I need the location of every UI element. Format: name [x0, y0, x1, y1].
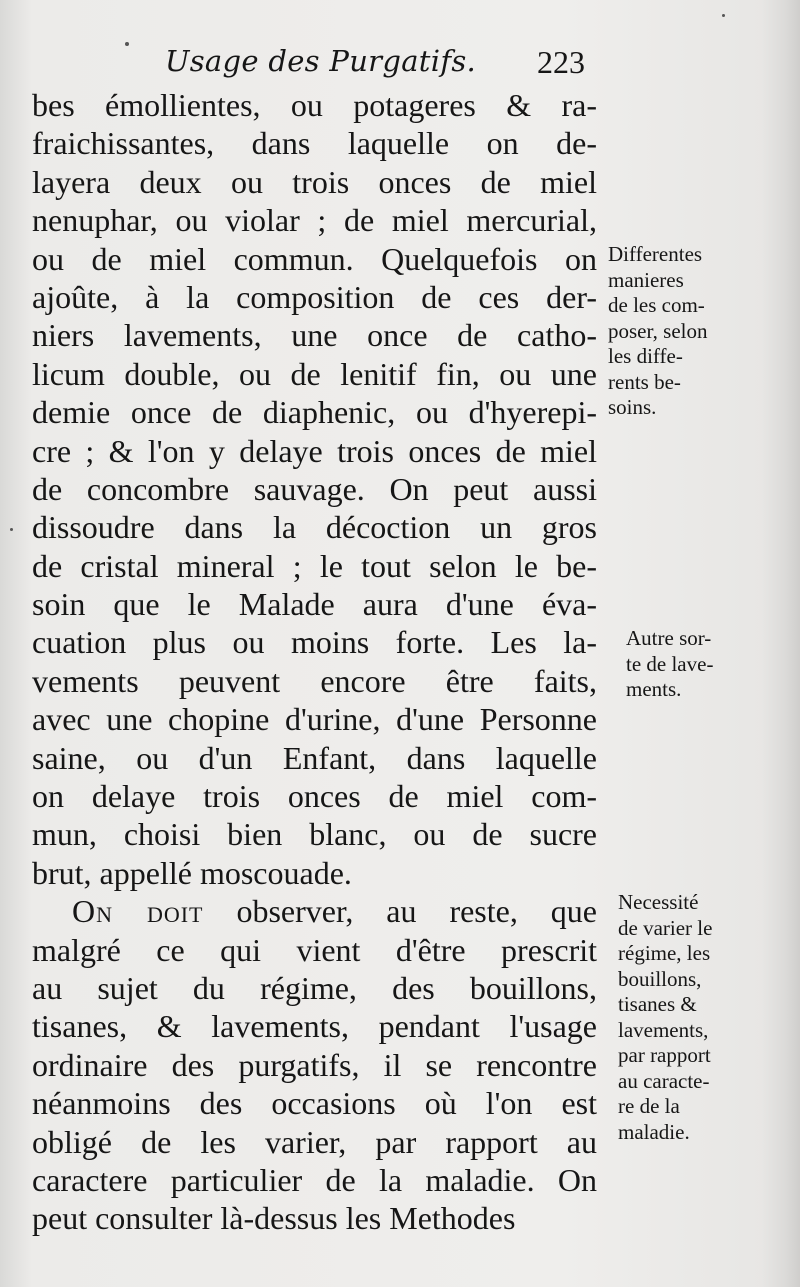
- margin-note-line: Autre sor-: [626, 626, 712, 650]
- text-line: ou de miel commun. Quelquefois on: [32, 240, 597, 277]
- margin-note-line: rents be-: [608, 369, 681, 394]
- margin-note-line: au caracte-: [618, 1068, 710, 1093]
- text-line: avec une chopine d'urine, d'une Personne: [32, 701, 597, 738]
- text-line: mun, choisi bien blanc, ou de sucre: [32, 816, 597, 853]
- margin-note-line: bouillons,: [618, 966, 702, 991]
- margin-note-compositions: [608, 242, 768, 421]
- text-line: fraichissantes, dans laquelle on de-: [32, 125, 597, 162]
- text-line: brut, appellé moscouade.: [32, 854, 352, 891]
- text-line: caractere particulier de la maladie. On: [32, 1161, 597, 1198]
- text-line: layera deux ou trois onces de miel: [32, 163, 597, 200]
- paper-speck: [722, 14, 725, 17]
- text-line: obligé de les varier, par rapport au: [32, 1123, 597, 1160]
- page-number: 223: [537, 44, 585, 80]
- margin-note-line: te de lave-: [626, 651, 714, 676]
- text-line: ordinaire des purgatifs, il se rencontre: [32, 1046, 597, 1083]
- margin-note-line: soins.: [608, 395, 657, 419]
- running-title: Usage des Purgatifs.: [165, 44, 477, 78]
- margin-note-line: maladie.: [618, 1119, 690, 1144]
- margin-note-line: ments.: [626, 677, 682, 701]
- text-line: demie once de diaphenic, ou d'hyerepi-: [32, 394, 597, 431]
- text-line: bes émollientes, ou potageres & ra-: [32, 87, 597, 123]
- text-line: soin que le Malade aura d'une éva-: [32, 586, 597, 623]
- small-caps-opening: On doit: [72, 893, 204, 930]
- margin-note-line: re de la: [618, 1094, 680, 1118]
- main-text-column: [32, 86, 597, 1238]
- text-line: cre ; & l'on y delaye trois onces de miel: [32, 432, 597, 469]
- margin-note-necessity: [618, 890, 778, 1145]
- margin-note-line: tisanes &: [618, 992, 697, 1016]
- text-line: de concombre sauvage. On peut aussi: [32, 470, 597, 507]
- text-line: licum double, ou de lenitif fin, ou une: [32, 355, 597, 392]
- text-line: ajoûte, à la composition de ces der-: [32, 278, 597, 315]
- paper-speck: [10, 528, 13, 531]
- paragraph-start-line: On doit observer, au reste, que: [72, 893, 598, 930]
- text-line: dissoudre dans la décoction un gros: [32, 509, 597, 546]
- text-line: peut consulter là-dessus les Methodes: [32, 1200, 516, 1237]
- margin-note-line: les diffe-: [608, 344, 683, 368]
- text-line: néanmoins des occasions où l'on est: [32, 1085, 597, 1122]
- margin-note-line: de les com-: [608, 293, 705, 317]
- margin-note-line: lavements,: [618, 1017, 709, 1042]
- margin-note-line: Differentes: [608, 242, 703, 266]
- margin-note-line: poser, selon: [608, 318, 708, 343]
- text-line: on delaye trois onces de miel com-: [32, 778, 597, 815]
- text-line: cuation plus ou moins forte. Les la-: [32, 624, 597, 661]
- margin-note-line: régime, les: [618, 941, 711, 965]
- text-line: saine, ou d'un Enfant, dans laquelle: [32, 739, 597, 776]
- paper-speck: [125, 42, 129, 46]
- margin-note-line: manieres: [608, 267, 684, 292]
- margin-note-line: par rapport: [618, 1043, 711, 1067]
- margin-note-other-enemas: [626, 626, 786, 703]
- text-line: de cristal mineral ; le tout selon le be-: [32, 547, 597, 584]
- text-line: nenuphar, ou violar ; de miel mercurial,: [32, 202, 597, 239]
- text-line: malgré ce qui vient d'être prescrit: [32, 931, 597, 968]
- margin-note-line: Necessité: [618, 890, 699, 914]
- page-header: [165, 44, 595, 90]
- text-line: au sujet du régime, des bouillons,: [32, 969, 597, 1006]
- text-line: niers lavements, une once de catho-: [32, 317, 597, 354]
- text-line: vements peuvent encore être faits,: [32, 662, 597, 699]
- text-line: tisanes, & lavements, pendant l'usage: [32, 1008, 597, 1045]
- margin-note-line: de varier le: [618, 915, 713, 940]
